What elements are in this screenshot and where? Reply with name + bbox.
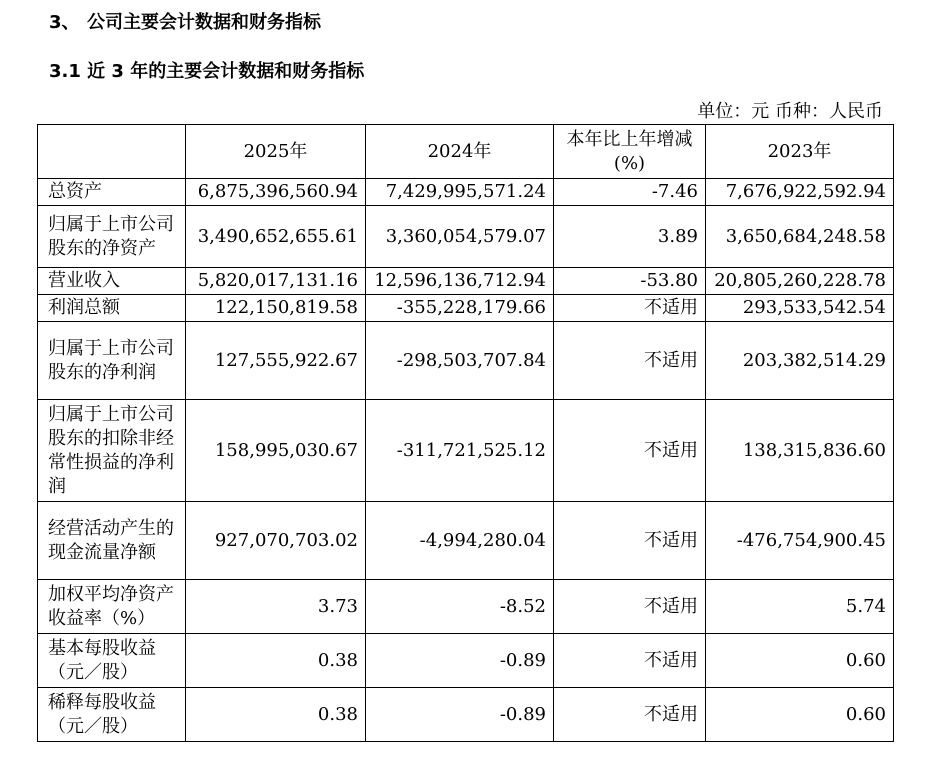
table-row [38, 268, 894, 295]
value-2024: -298,503,707.84 [366, 322, 554, 400]
table-row [38, 580, 894, 634]
row-label: 加权平均净资产收益率（%） [38, 580, 186, 634]
row-label: 利润总额 [38, 295, 186, 322]
value-2024: 12,596,136,712.94 [366, 268, 554, 295]
value-change: 不适用 [554, 634, 706, 688]
table-header-row [38, 125, 894, 179]
value-2023: -476,754,900.45 [706, 502, 894, 580]
value-2025: 927,070,703.02 [186, 502, 366, 580]
table-row [38, 295, 894, 322]
value-change: -7.46 [554, 179, 706, 206]
value-2023: 20,805,260,228.78 [706, 268, 894, 295]
value-2023: 0.60 [706, 688, 894, 742]
row-label: 归属于上市公司股东的净利润 [38, 322, 186, 400]
section-heading [49, 8, 321, 34]
value-change: 不适用 [554, 295, 706, 322]
value-2024: -355,228,179.66 [366, 295, 554, 322]
value-change: 不适用 [554, 580, 706, 634]
value-change: 不适用 [554, 688, 706, 742]
value-2023: 3,650,684,248.58 [706, 206, 894, 268]
value-2025: 0.38 [186, 688, 366, 742]
value-2023: 5.74 [706, 580, 894, 634]
table-row [38, 400, 894, 502]
value-change: 3.89 [554, 206, 706, 268]
header-2024: 2024年 [366, 125, 554, 179]
value-change: 不适用 [554, 400, 706, 502]
section-number: 3、 [49, 12, 80, 33]
header-change: 本年比上年增减(%) [554, 125, 706, 179]
value-2024: -0.89 [366, 634, 554, 688]
header-item [38, 125, 186, 179]
row-label: 归属于上市公司股东的净资产 [38, 206, 186, 268]
value-change: -53.80 [554, 268, 706, 295]
value-2023: 138,315,836.60 [706, 400, 894, 502]
header-2025: 2025年 [186, 125, 366, 179]
row-label: 归属于上市公司股东的扣除非经常性损益的净利润 [38, 400, 186, 502]
value-2023: 0.60 [706, 634, 894, 688]
value-2023: 7,676,922,592.94 [706, 179, 894, 206]
value-2024: 3,360,054,579.07 [366, 206, 554, 268]
value-2025: 158,995,030.67 [186, 400, 366, 502]
table-row [38, 634, 894, 688]
subsection-title: 3.1 近 3 年的主要会计数据和财务指标 [49, 61, 365, 82]
row-label: 经营活动产生的现金流量净额 [38, 502, 186, 580]
table-row [38, 179, 894, 206]
row-label: 营业收入 [38, 268, 186, 295]
unit-note: 单位：元 币种：人民币 [697, 101, 883, 122]
value-2025: 6,875,396,560.94 [186, 179, 366, 206]
value-2023: 293,533,542.54 [706, 295, 894, 322]
value-2024: -0.89 [366, 688, 554, 742]
value-change: 不适用 [554, 322, 706, 400]
row-label: 稀释每股收益（元／股） [38, 688, 186, 742]
section-title: 公司主要会计数据和财务指标 [87, 12, 321, 33]
financial-data-table [37, 124, 894, 742]
value-2025: 3.73 [186, 580, 366, 634]
header-2023: 2023年 [706, 125, 894, 179]
value-2025: 0.38 [186, 634, 366, 688]
value-2025: 5,820,017,131.16 [186, 268, 366, 295]
table-row [38, 322, 894, 400]
value-2023: 203,382,514.29 [706, 322, 894, 400]
table-row [38, 688, 894, 742]
row-label: 基本每股收益（元／股） [38, 634, 186, 688]
value-2024: -4,994,280.04 [366, 502, 554, 580]
value-2024: 7,429,995,571.24 [366, 179, 554, 206]
value-2025: 127,555,922.67 [186, 322, 366, 400]
table-row [38, 206, 894, 268]
value-2025: 122,150,819.58 [186, 295, 366, 322]
value-2025: 3,490,652,655.61 [186, 206, 366, 268]
value-2024: -8.52 [366, 580, 554, 634]
row-label: 总资产 [38, 179, 186, 206]
value-change: 不适用 [554, 502, 706, 580]
table-row [38, 502, 894, 580]
value-2024: -311,721,525.12 [366, 400, 554, 502]
